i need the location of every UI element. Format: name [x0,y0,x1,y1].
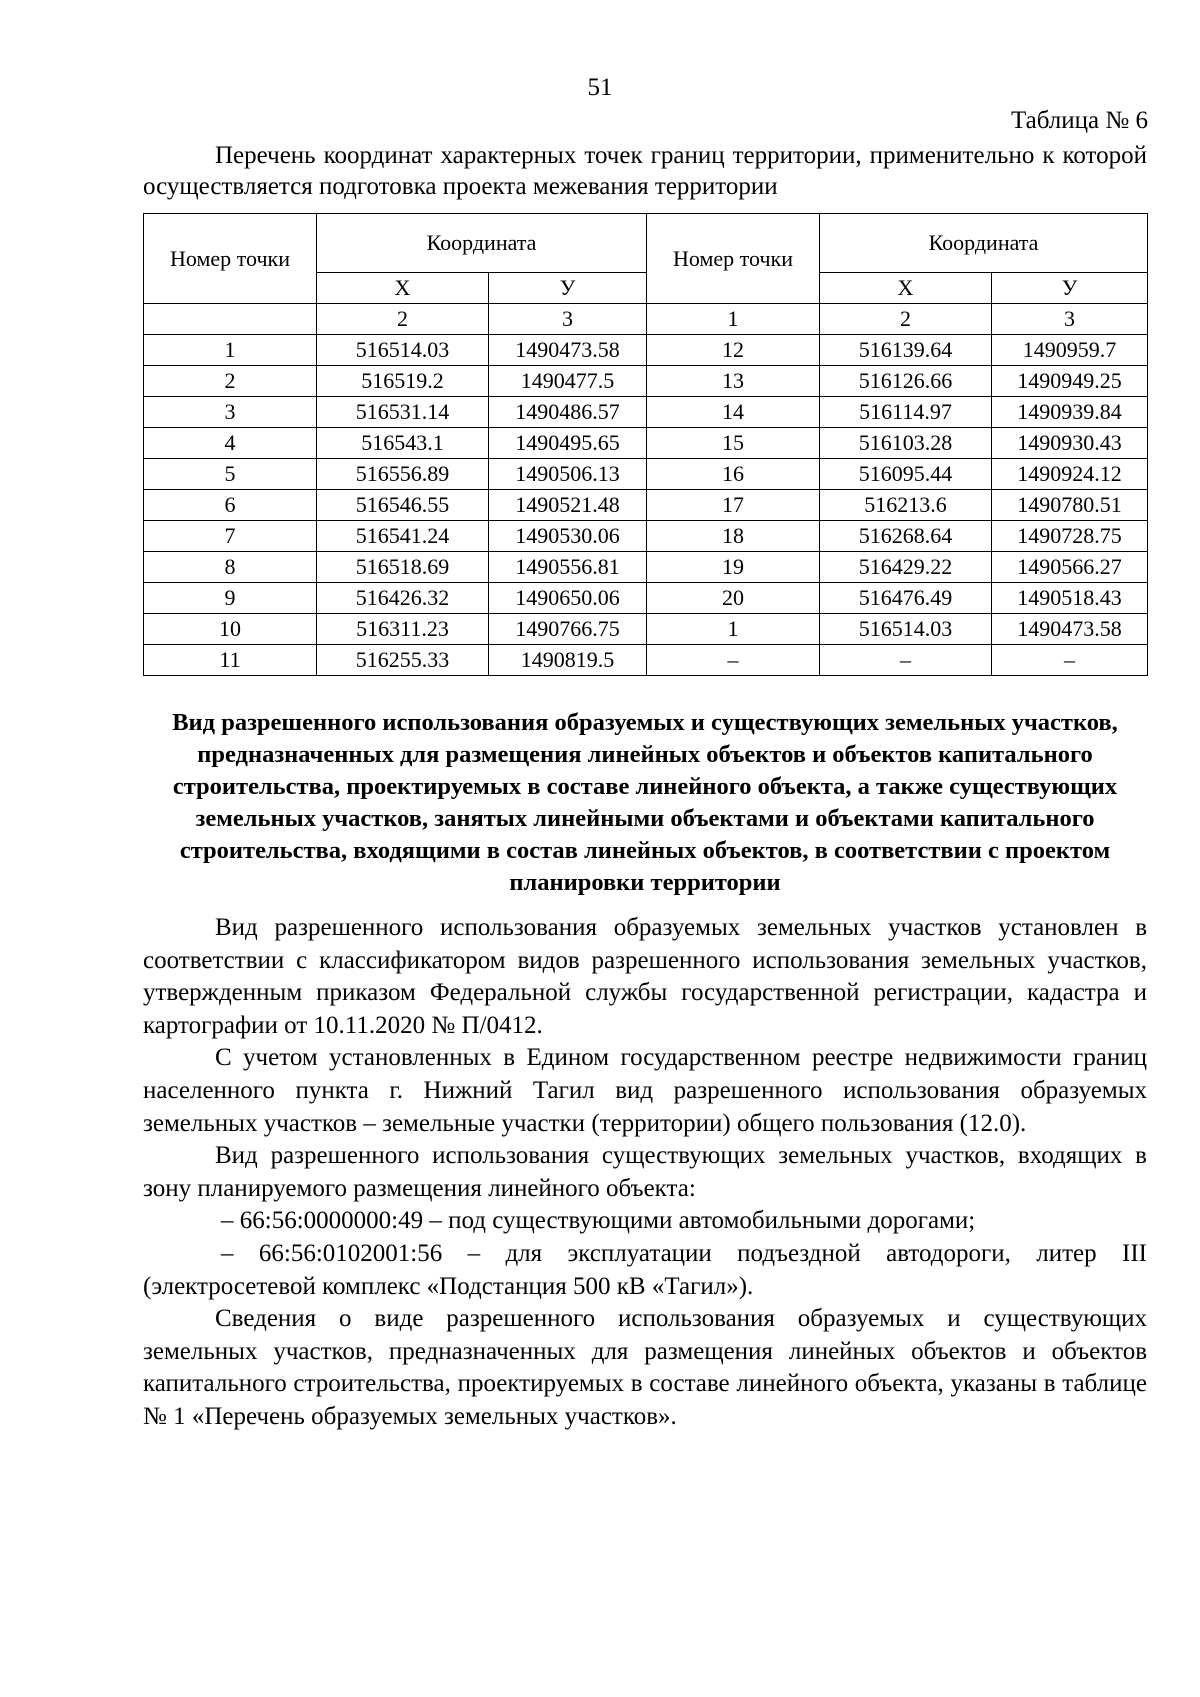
header-y-right: У [992,273,1148,304]
body-text [143,912,1147,1434]
paragraph: Сведения о виде разрешенного использования образуемых и существующих земельных участков, предназначенных для размещения линейных объектов и объектов капитального строительства, проектируемых в составе линейного объекта, указаны в таблице № 1 «Перечень образуемых земельных участков». [143,1305,1147,1430]
table-cell: 516556.89 [317,459,489,490]
table-cell: 516255.33 [317,645,489,676]
table-cell: 7 [144,521,317,552]
coordinates-table [143,213,1148,676]
table-cell: 1490521.48 [489,490,647,521]
table-cell: 516429.22 [820,552,992,583]
table-cell: 1490495.65 [489,428,647,459]
table-cell: 1490473.58 [489,335,647,366]
table-row [144,459,1148,490]
table-cell: 18 [647,521,820,552]
table-cell: – [992,645,1148,676]
paragraph: С учетом установленных в Едином государственном реестре недвижимости границ населенного пункта г. Нижний Тагил вид разрешенного использования образуемых земельных участков – земельные участки (территории) общего пользования (12.0). [143,1044,1147,1137]
table-cell: 1 [144,335,317,366]
column-number-cell: 1 [647,304,820,335]
table-cell: 516541.24 [317,521,489,552]
column-number-cell: 3 [992,304,1148,335]
table-cell: – [647,645,820,676]
paragraph: Вид разрешенного использования существующих земельных участков, входящих в зону планируемого размещения линейного объекта: [143,1142,1147,1202]
table-cell: 6 [144,490,317,521]
header-x-right: Х [820,273,992,304]
table-cell: 516531.14 [317,397,489,428]
list-item: – 66:56:0000000:49 – под существующими автомобильными дорогами; [221,1207,976,1235]
table-cell: 1490949.25 [992,366,1148,397]
table-cell: 1490930.43 [992,428,1148,459]
table-cell: 1490566.27 [992,552,1148,583]
table-cell: 1490939.84 [992,397,1148,428]
table-cell: 1 [647,614,820,645]
table-caption [143,140,1147,202]
table-cell: 3 [144,397,317,428]
table-cell: 516543.1 [317,428,489,459]
table-row [144,366,1148,397]
paragraph: Вид разрешенного использования образуемых земельных участков установлен в соответствии с классификатором видов разрешенного использования земельных участков, утвержденным приказом Федеральной службы государственной регистрации, кадастра и картографии от 10.11.2020 № П/0412. [143,914,1147,1039]
table-cell: 1490819.5 [489,645,647,676]
table-cell: 11 [144,645,317,676]
table-cell: 5 [144,459,317,490]
table-cell: 516213.6 [820,490,992,521]
table-cell: 516126.66 [820,366,992,397]
table-caption-text: Перечень координат характерных точек границ территории, применительно к которой осуществляется подготовка проекта межевания территории [143,142,1147,200]
table-row [144,428,1148,459]
table-cell: 13 [647,366,820,397]
table-cell: 15 [647,428,820,459]
table-cell: 14 [647,397,820,428]
table-label: Таблица № 6 [1010,107,1148,134]
table-cell: 1490780.51 [992,490,1148,521]
table-cell: 12 [647,335,820,366]
header-x-left: Х [317,273,489,304]
column-number-cell: 2 [317,304,489,335]
table-row [144,490,1148,521]
table-cell: 1490477.5 [489,366,647,397]
list-item: – 66:56:0102001:56 – для эксплуатации подъездной автодороги, литер III (электросетевой комплекс «Подстанция 500 кВ «Тагил»). [143,1239,1147,1300]
table-cell: 1490506.13 [489,459,647,490]
column-number-cell [144,304,317,335]
table-cell: 1490959.7 [992,335,1148,366]
table-row [144,552,1148,583]
table-cell: 516139.64 [820,335,992,366]
column-number-cell: 3 [489,304,647,335]
table-cell: 516114.97 [820,397,992,428]
table-cell: 9 [144,583,317,614]
table-cell: 516103.28 [820,428,992,459]
header-coordinate-left: Координата [317,214,647,273]
table-cell: 516095.44 [820,459,992,490]
section-heading: Вид разрешенного использования образуемых и существующих земельных участков, предназначенных для размещения линейных объектов и объектов капитального строительства, проектируемых в составе линейного объекта, а также существующих земельных участков, занятых линейными объектами и объектами капитального строительства, входящими в состав линейных объектов, в соответствии с проектом планировки территории [172,709,1118,896]
table-cell: 2 [144,366,317,397]
table-cell: 1490556.81 [489,552,647,583]
table-cell: – [820,645,992,676]
header-coordinate-right: Координата [820,214,1148,273]
table-row [144,397,1148,428]
table-row [144,335,1148,366]
table-cell: 1490728.75 [992,521,1148,552]
table-cell: 16 [647,459,820,490]
table-cell: 1490650.06 [489,583,647,614]
table-cell: 516476.49 [820,583,992,614]
table-cell: 516311.23 [317,614,489,645]
header-point-number-left: Номер точки [144,214,317,304]
table-cell: 516519.2 [317,366,489,397]
table-cell: 1490486.57 [489,397,647,428]
table-cell: 516268.64 [820,521,992,552]
table-cell: 20 [647,583,820,614]
table-cell: 516426.32 [317,583,489,614]
header-point-number-right: Номер точки [647,214,820,304]
table-cell: 516514.03 [317,335,489,366]
table-cell: 516546.55 [317,490,489,521]
header-y-left: У [489,273,647,304]
table-cell: 1490766.75 [489,614,647,645]
table-cell: 1490530.06 [489,521,647,552]
column-number-cell: 2 [820,304,992,335]
table-cell: 516514.03 [820,614,992,645]
table-cell: 19 [647,552,820,583]
table-cell: 1490473.58 [992,614,1148,645]
table-row [144,583,1148,614]
page-number: 51 [587,74,613,101]
table-cell: 10 [144,614,317,645]
table-cell: 1490924.12 [992,459,1148,490]
table-row [144,645,1148,676]
table-cell: 17 [647,490,820,521]
column-number-row [144,304,1148,335]
table-row [144,614,1148,645]
table-cell: 1490518.43 [992,583,1148,614]
table-row [144,521,1148,552]
table-cell: 4 [144,428,317,459]
table-cell: 516518.69 [317,552,489,583]
table-cell: 8 [144,552,317,583]
